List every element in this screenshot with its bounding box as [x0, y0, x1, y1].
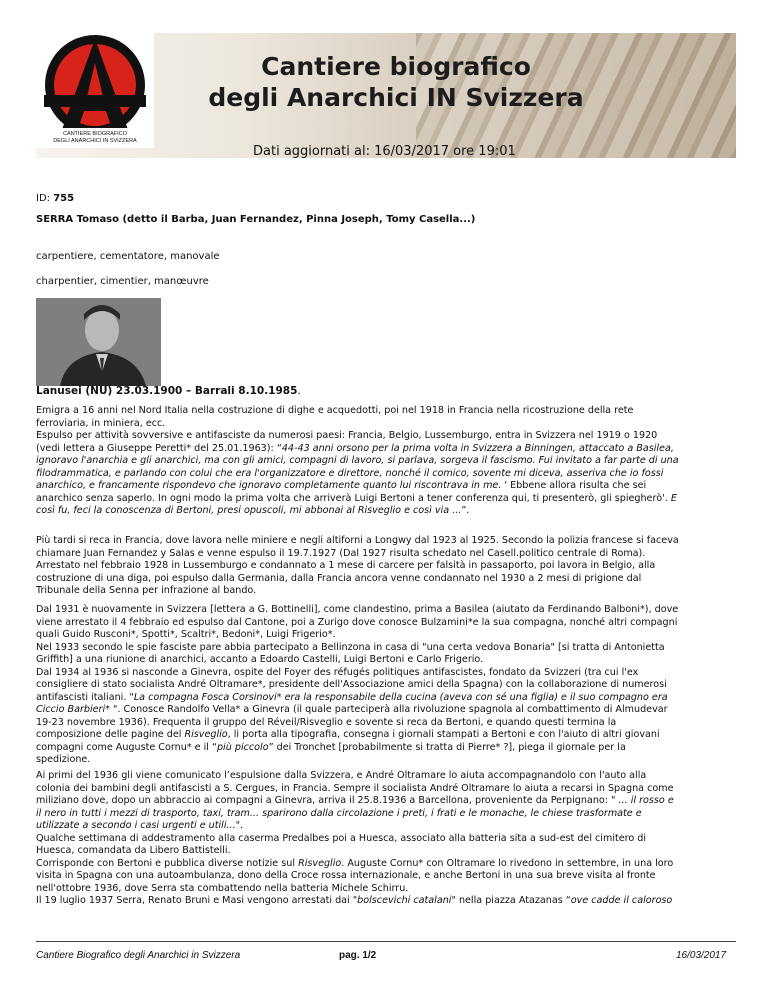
bio-quote: E	[670, 492, 677, 504]
bio-text: ” dei Tronchet [probabilmente si tratta di Pierre* ?], piega il giornale per la	[268, 741, 626, 753]
bio-quote: Ciccio Barbieri* "	[36, 704, 118, 715]
bio-quote: ... il rosso e	[618, 795, 674, 806]
header-banner	[36, 33, 736, 158]
bio-line: Nel 1933 secondo le spie fasciste pare abbia partecipato a Bellinzona in casa di "una certa vedova Bonaria" [si tratta di Antonietta	[36, 641, 665, 653]
bio-line	[36, 742, 736, 755]
logo-text-line2: DEGLI ANARCHICI IN SVIZZERA	[53, 138, 137, 144]
bio-quote: ove cadde il caloroso	[570, 895, 673, 906]
jobs-french: charpentier, cimentier, manœuvre	[36, 276, 209, 287]
bio-line	[36, 895, 736, 908]
bio-text: Corrisponde con Bertoni e pubblica diverse notizie sul	[36, 857, 299, 869]
bio-line: chiamare Juan Fernandez y Salas e venne espulso il 19.7.1927 (Dal 1927 risulta schedato nel Casell.politico centrale di Roma).	[36, 547, 646, 559]
bio-line	[36, 692, 736, 705]
bio-line	[36, 820, 736, 833]
bio-line: Qualche settimana di addestramento alla caserma Predalbes poi a Huesca, associato alla batteria sita a sud-est del cimitero di	[36, 832, 647, 844]
bio-line: Emigra a 16 anni nel Nord Italia nella costruzione di dighe e acquedotti, poi nel 1918 in Francia nella ricostruzione della rete	[36, 405, 634, 416]
bio-text: (vedi lettera a Giuseppe Peretti* del 25.01.1963): “	[36, 442, 282, 454]
bio-paragraph-1	[36, 405, 736, 518]
bio-line: 19-23 novembre 1936). Frequenta il gruppo del Réveil/Risveglio e sovente si reca da Bertoni, e quando questi termina la	[36, 716, 617, 728]
bio-text: miliziano dove, dopo un abbraccio ai compagni a Ginevra, arriva il 25.8.1936 a Barcellona, proveniente da Perpignano: "	[36, 795, 619, 806]
bio-line: Tribunale della Senna per infrazione al bando.	[36, 585, 257, 596]
site-title-line2: degli Anarchici IN Svizzera	[208, 83, 584, 112]
bio-line	[36, 443, 736, 456]
bio-line: ferroviaria, in miniera, ecc.	[36, 417, 166, 429]
birth-death	[36, 384, 301, 398]
bio-quote-line: ignoravo l'anarchia e gli anarchici, ma con gli amici, compagni di lavoro, si parlava, sorgeva il fascismo. Fui invitato a far parte di una	[36, 455, 679, 466]
bio-quote-line: filodrammatica, e parlando con colui che era l'organizzatore e direttore, nonché il comico, sovente mi diceva, asseriva che io fossi	[36, 467, 664, 479]
bio-text: . Auguste Cornu* con Oltramare lo rivedono in settembre, in una loro	[341, 857, 674, 869]
record-id-value: 755	[53, 193, 75, 204]
logo-text-line1: CANTIERE BIOGRAFICO	[63, 131, 127, 137]
bio-quote: "La compagna Fosca Corsinovi* era la responsabile della cucina (aveva con sé una figlia) e il suo compagno era	[129, 691, 668, 703]
bio-newspaper-title: Risveglio	[184, 729, 228, 740]
site-title-line1: Cantiere biografico	[261, 52, 531, 81]
bio-newspaper-title: Risveglio	[298, 857, 342, 869]
footer-rule	[36, 941, 736, 942]
birth-death-end: .	[297, 385, 301, 397]
bio-line: Dal 1931 è nuovamente in Svizzera [lettera a G. Bottinelli], come clandestino, prima a Basilea (aiutato da Ferdinando Balboni*), dove	[36, 604, 679, 615]
bio-line: Più tardi si reca in Francia, dove lavora nelle miniere e negli altiforni a Longwy dal 1923 al 1925. Secondo la polizia francese si faceva	[36, 535, 679, 546]
footer-site-name: Cantiere Biografico degli Anarchici in Svizzera	[36, 950, 241, 961]
bio-line	[36, 858, 736, 871]
birth-death-dates: Lanusei (NU) 23.03.1900 – Barrali 8.10.1985	[36, 385, 298, 397]
bio-quote: così fu, feci la conoscenza di Bertoni, presi opuscoli, mi abbonai al Risveglio e così via ...	[36, 505, 462, 516]
bio-line	[36, 505, 736, 518]
bio-text: Il 19 luglio 1937 Serra, Renato Bruni e Masi vengono arrestati dai "	[36, 895, 358, 906]
bio-quote: 44-43 anni orsono per la prima volta in Svizzera a Binningen, attaccato a Basilea,	[281, 442, 674, 454]
bio-text: " nella piazza Atazanas “	[451, 895, 571, 906]
footer-page-number: pag. 1/2	[339, 950, 377, 961]
bio-quote: utilizzate a secondo i casi urgenti e utili...	[36, 820, 236, 831]
update-date: Dati aggiornati al: 16/03/2017 ore 19:01	[253, 144, 516, 159]
bio-quote: più piccolo	[216, 741, 269, 753]
bio-text: . Conosce Randolfo Vella* a Ginevra (il quale parteciperà alla rivoluzione spagnola al combattimento di Almudevar	[117, 704, 668, 715]
bio-line: consigliere di stato socialista André Oltramare*, presidente dell'Associazione amici della Spagna) con la collaborazione di numerosi	[36, 679, 667, 690]
bio-line: Espulso per attività sovversive e antifasciste da numerosi paesi: Francia, Belgio, Lussemburgo, entra in Svizzera nel 1919 o 1920	[36, 430, 658, 441]
bio-text: compagni come Auguste Cornu* e il “	[36, 741, 217, 753]
bio-line: Ai primi del 1936 gli viene comunicato l’espulsione dalla Svizzera, e André Oltramare lo aiuta accompagnandolo con l'auto alla	[36, 770, 647, 781]
bio-line: nell'ottobre 1936, dove Serra sta combattendo nella batteria Michele Schirru.	[36, 882, 409, 894]
record-name: SERRA Tomaso (detto il Barba, Juan Fernandez, Pinna Joseph, Tomy Casella...)	[36, 214, 476, 225]
bio-quote: bolscevichi catalani	[357, 895, 452, 906]
bio-text: ”.	[461, 505, 470, 516]
bio-line: Huesca, comandata da Libero Battistelli.	[36, 845, 231, 856]
bio-quote: anarchico, e francamente rispondevo che ignoravo completamente quanto lui riscontrava in me.	[36, 480, 502, 491]
bio-line: colonia dei bambini degli antifascisti a S. Cergues, in Francia. Sempre il socialista André Oltramare lo aiuta a recarsi in Spagna come	[36, 782, 674, 794]
bio-line	[36, 729, 736, 742]
bio-line: viene arrestato il 4 febbraio ed espulso dal Cantone, poi a Zurigo dove conosce Bulzamini*e la sua compagna, nonché altri compagni	[36, 616, 678, 628]
record-id	[36, 192, 74, 206]
bio-quote-line: il nero in tutti i mezzi di trasporto, taxi, tram... sparirono dalla circolazione i preti, i frati e le monache, le chiese trasformate e	[36, 807, 642, 819]
bio-text: composizione delle pagine del	[36, 729, 185, 740]
bio-text: anarchico senza saperlo. In ogni modo la prima volta che arriverà Luigi Bertoni a tener conferenza qui, ti presenterò, gli spiegherò'.	[36, 492, 671, 504]
bio-paragraph-2	[36, 535, 736, 598]
bio-line: Griffith] a una riunione di anarchici, accanto a Edoardo Castelli, Luigi Bertoni e Carlo Frigerio.	[36, 654, 484, 665]
bio-line	[36, 795, 736, 808]
record-id-label: ID:	[36, 193, 54, 204]
bio-text: antifascisti italiani.	[36, 691, 130, 703]
bio-line	[36, 480, 736, 493]
bio-line: Dal 1934 al 1936 si nasconde a Ginevra, ospite del Foyer des réfugés politiques antifascistes, fondato da Svizzeri (tra cui l'ex	[36, 666, 639, 678]
bio-line: Arrestato nel febbraio 1928 in Lussemburgo e condannato a 1 mese di carcere per falsità in passaporto, poi lavora in Belgio, alla	[36, 560, 656, 571]
portrait-photo	[36, 298, 161, 386]
jobs-italian: carpentiere, cementatore, manovale	[36, 251, 220, 262]
bio-line: costruzione di una diga, poi espulso dalla Germania, dalla Francia ancora venne condannato nel 1930 a 2 mesi di prigione dal	[36, 572, 642, 584]
bio-text: ".	[235, 820, 244, 831]
anarchy-logo	[36, 33, 154, 148]
bio-line: spedizione.	[36, 754, 91, 765]
bio-line: visita in Spagna con una autoambulanza, dono della Croce rossa internazionale, e anche Bertoni in una sua breve visita al fronte	[36, 870, 656, 881]
footer-date: 16/03/2017	[676, 950, 727, 961]
site-title	[186, 51, 606, 113]
bio-line: quali Guido Rusconi*, Spotti*, Scaltri*, Bedoni*, Luigi Frigerio*.	[36, 629, 336, 640]
bio-text: , li porta alla tipografia, consegna i giornali stampati a Bertoni e con l'aiuto di altri giovani	[227, 729, 660, 740]
bio-paragraph-4	[36, 770, 736, 908]
bio-line	[36, 704, 736, 717]
bio-paragraph-3	[36, 604, 736, 767]
bio-line	[36, 493, 736, 506]
bio-text: ' Ebbene allora risulta che sei	[501, 480, 647, 491]
